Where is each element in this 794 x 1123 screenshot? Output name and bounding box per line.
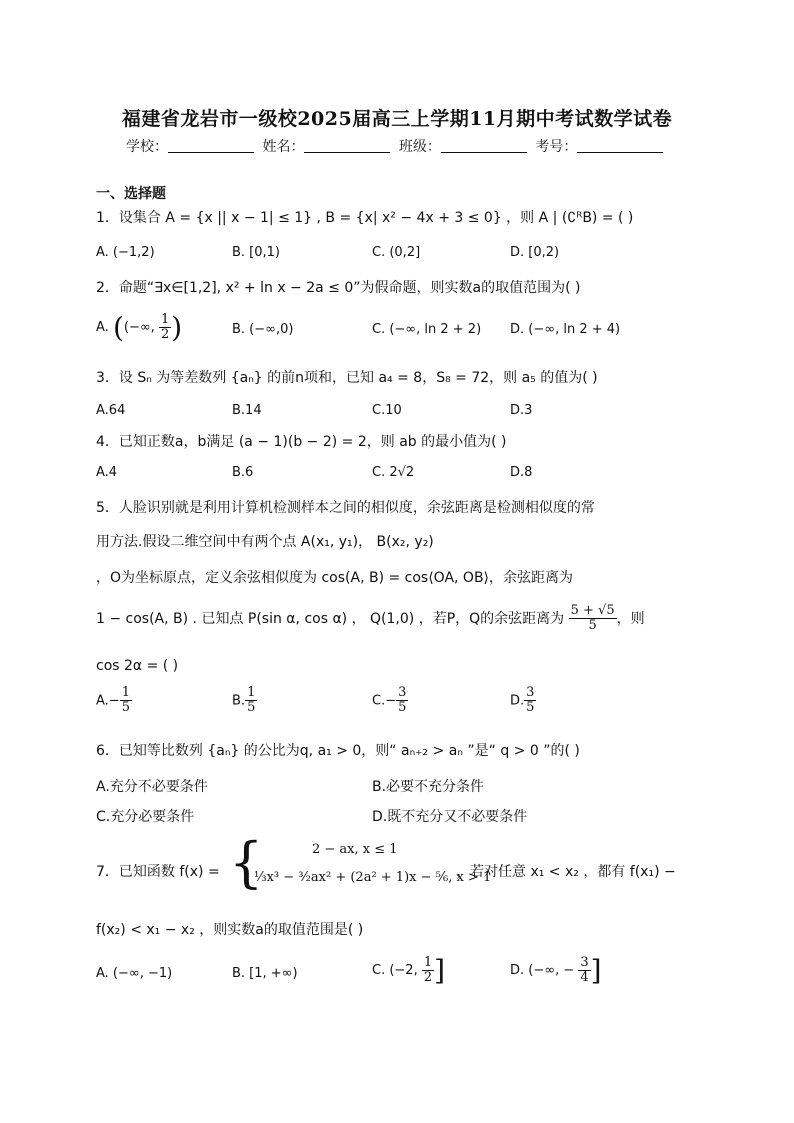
q2-option-d[interactable]: D. (−∞, ln 2 + 4) (510, 322, 621, 337)
question-5-line-1: 5．人脸识别就是利用计算机检测样本之间的相似度，余弦距离是检测相似度的常 (96, 500, 595, 516)
q2-option-a-numerator: 1 (160, 311, 170, 327)
q7-option-c-numerator: 1 (423, 954, 433, 970)
q5-option-b-numerator: 1 (247, 685, 256, 700)
q5-option-c[interactable] (372, 686, 408, 716)
student-info-row (126, 136, 667, 156)
q5-line-4-text: 1 − cos(A, B) . 已知点 P(sin α, cos α) ， Q(1,0) ，若P，Q的余弦距离为 (96, 610, 565, 627)
q5-option-b-fraction (245, 686, 257, 716)
q7-option-a[interactable]: A. (−∞, −1) (96, 966, 173, 981)
q7-option-d[interactable] (510, 954, 602, 987)
q5-option-a-denominator: 5 (121, 700, 130, 716)
q5-distance-fraction (569, 604, 617, 634)
q7-option-d-right: ] (590, 954, 602, 987)
piecewise-case-2: ⅓x³ − ³⁄₂ax² + (2a² + 1)x − ⁵⁄₆, x > 1 (254, 870, 492, 885)
number-blank[interactable] (577, 138, 663, 153)
question-5-line-4 (96, 604, 645, 634)
q5-option-c-label: C. (372, 693, 386, 709)
class-blank[interactable] (441, 138, 527, 153)
number-label: 考号： (535, 139, 578, 155)
q5-option-a[interactable] (96, 686, 132, 716)
q7-option-d-left: D. (−∞, − (510, 963, 575, 978)
question-1-stem: 1．设集合 A = {x || x − 1| ≤ 1} , B = {x| x² − 4x + 3 ≤ 0} ，则 A | (∁ᴿB) = ( ) (96, 210, 634, 226)
q7-option-c[interactable] (372, 954, 445, 987)
q2-option-a-left: (−∞, (123, 320, 155, 335)
q3-option-d[interactable]: D.3 (510, 403, 533, 418)
q7-option-c-fraction (422, 956, 434, 986)
school-label: 学校： (126, 139, 168, 155)
q5-option-a-sign: − (108, 693, 120, 709)
question-4-stem: 4．已知正数a，b满足 (a − 1)(b − 2) = 2，则 ab 的最小值为( ) (96, 434, 507, 450)
piecewise-case-1: 2 − ax, x ≤ 1 (312, 842, 398, 857)
q5-option-c-denominator: 5 (398, 700, 407, 716)
q5-option-b-label: B. (232, 693, 246, 709)
question-5-line-2: 用方法.假设二维空间中有两个点 A(x₁, y₁)， B(x₂, y₂) (96, 534, 434, 550)
q1-option-c[interactable]: C. (0,2] (372, 245, 421, 260)
q4-option-d[interactable]: D.8 (510, 465, 533, 480)
q5-option-b[interactable] (232, 686, 257, 716)
q5-option-b-denominator: 5 (247, 700, 256, 716)
q7-option-b[interactable]: B. [1, +∞) (232, 966, 298, 981)
q5-option-c-numerator: 3 (398, 685, 407, 700)
page-title: 福建省龙岩市一级校2025届高三上学期11月期中考试数学试卷 (121, 108, 673, 130)
question-7-suffix: ，若对任意 x₁ < x₂ ，都有 f(x₁) − (456, 864, 676, 880)
question-7-prefix: 7．已知函数 f(x) = (96, 864, 220, 880)
name-blank[interactable] (304, 138, 390, 153)
q2-option-c[interactable]: C. (−∞, ln 2 + 2) (372, 322, 482, 337)
q5-option-d-denominator: 5 (526, 700, 535, 716)
q7-option-d-numerator: 3 (580, 954, 589, 970)
q6-option-d[interactable]: D.既不充分又不必要条件 (372, 809, 528, 825)
q5-option-d-label: D. (510, 693, 525, 709)
q7-option-c-right: ] (434, 954, 446, 987)
q6-option-a[interactable]: A.充分不必要条件 (96, 779, 208, 795)
q4-option-c[interactable]: C. 2√2 (372, 465, 415, 480)
q6-option-b[interactable]: B.必要不充分条件 (372, 779, 485, 795)
q5-line-4-tail: ，则 (616, 610, 645, 627)
q5-option-d-fraction (524, 686, 536, 716)
question-7-line-2: f(x₂) < x₁ − x₂ ，则实数a的取值范围是( ) (96, 922, 364, 938)
name-label: 姓名： (262, 139, 305, 155)
q2-option-a-right: ) (171, 311, 183, 344)
q2-option-a-label: A. (96, 320, 109, 335)
q3-option-a[interactable]: A.64 (96, 403, 126, 418)
q5-option-a-numerator: 1 (121, 685, 130, 700)
q2-option-a[interactable] (96, 311, 182, 344)
question-2-stem: 2．命题“∃x∈[1,2], x² + ln x − 2a ≤ 0”为假命题，则实数a的取值范围为( ) (96, 280, 581, 296)
q2-option-a-denominator: 2 (160, 327, 170, 342)
q5-option-a-fraction (120, 686, 132, 716)
school-blank[interactable] (168, 138, 254, 153)
q7-option-d-denominator: 4 (580, 970, 589, 985)
question-3-stem: 3．设 Sₙ 为等差数列 {aₙ} 的前n项和，已知 a₄ = 8，S₈ = 72，则 a₅ 的值为( ) (96, 370, 598, 386)
q3-option-b[interactable]: B.14 (232, 403, 262, 418)
class-label: 班级： (398, 139, 441, 155)
q4-option-a[interactable]: A.4 (96, 465, 118, 480)
q7-option-d-fraction (578, 956, 590, 986)
q5-option-d[interactable] (510, 686, 536, 716)
q2-option-b[interactable]: B. (−∞,0) (232, 322, 294, 337)
q2-option-a-paren-left: ( (112, 311, 124, 344)
question-5-line-5: cos 2α = ( ) (96, 658, 179, 674)
q3-option-c[interactable]: C.10 (372, 403, 402, 418)
q5-option-a-label: A. (96, 693, 109, 709)
q5-option-c-sign: − (385, 693, 397, 709)
q2-option-a-fraction (159, 313, 171, 343)
q1-option-b[interactable]: B. [0,1) (232, 245, 281, 260)
section-heading: 一、选择题 (96, 186, 166, 202)
piecewise-brace: { (229, 831, 264, 894)
q5-distance-numerator: 5 + √5 (570, 603, 615, 618)
q5-option-d-numerator: 3 (526, 685, 535, 700)
q7-option-c-left: C. (−2, (372, 963, 418, 978)
q6-option-c[interactable]: C.充分必要条件 (96, 809, 195, 825)
q1-option-a[interactable]: A. (−1,2) (96, 245, 155, 260)
q1-option-d[interactable]: D. [0,2) (510, 245, 560, 260)
question-5-line-3: ，O为坐标原点，定义余弦相似度为 cos(A, B) = cos⟨OA, OB⟩，余弦距离为 (96, 570, 574, 586)
q7-option-c-denominator: 2 (423, 970, 433, 985)
question-6-stem: 6．已知等比数列 {aₙ} 的公比为q, a₁ > 0，则“ aₙ₊₂ > aₙ ”是“ q > 0 ”的( ) (96, 743, 580, 759)
q5-option-c-fraction (396, 686, 408, 716)
q5-distance-denominator: 5 (588, 618, 597, 634)
q4-option-b[interactable]: B.6 (232, 465, 254, 480)
